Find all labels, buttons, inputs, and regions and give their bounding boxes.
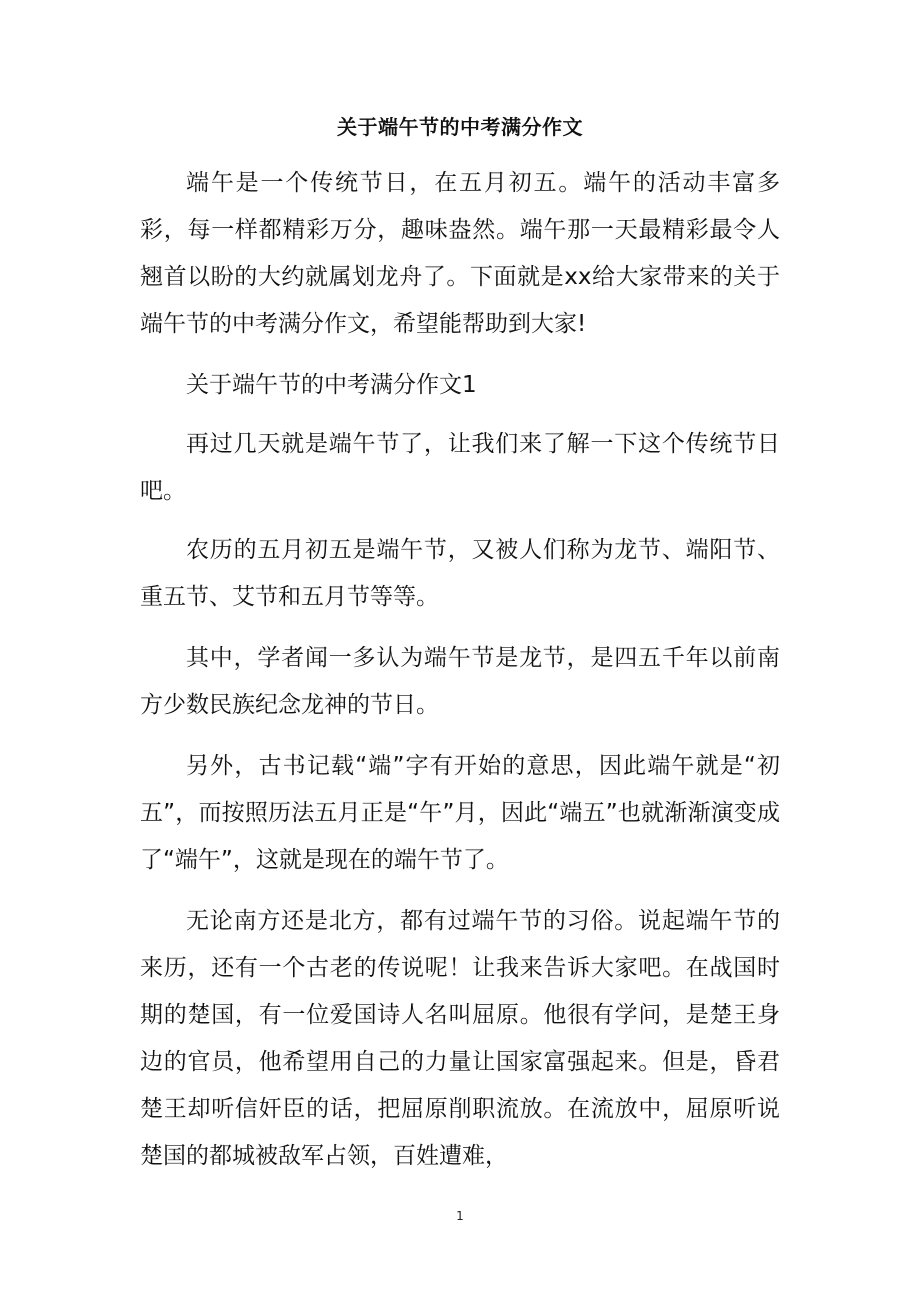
section-heading: 关于端午节的中考满分作文1 [186,372,477,398]
paragraph: 农历的五月初五是端午节，又被人们称为龙节、端阳节、重五节、艾节和五月节等等。 [140,537,780,610]
paragraph-intro: 端午是一个传统节日，在五月初五。端午的活动丰富多彩，每一样都精彩万分，趣味盎然。端午那一天最精彩最令人翘首以盼的大约就属划龙舟了。下面就是xx给大家带来的关于端午节的中考满分作文，希望能帮助到大家! [140,170,780,337]
paragraph: 无论南方还是北方，都有过端午节的习俗。说起端午节的来历，还有一个古老的传说呢！让我来告诉大家吧。在战国时期的楚国，有一位爱国诗人名叫屈原。他很有学问，是楚王身边的官员，他希望用自己的力量让国家富强起来。但是，昏君楚王却听信奸臣的话，把屈原削职流放。在流放中，屈原听说楚国的都城被敌军占领，百姓遭难， [140,908,780,1169]
paragraph: 另外，古书记载“端”字有开始的意思，因此端午就是“初五”，而按照历法五月正是“午”月，因此“端五”也就渐渐演变成了“端午”，这就是现在的端午节了。 [140,753,780,873]
page-number: 1 [456,1209,464,1223]
page-title: 关于端午节的中考满分作文 [337,115,583,139]
document-body [140,160,780,1194]
paragraph: 再过几天就是端午节了，让我们来了解一下这个传统节日吧。 [140,431,780,504]
paragraph: 其中，学者闻一多认为端午节是龙节，是四五千年以前南方少数民族纪念龙神的节日。 [140,645,780,718]
